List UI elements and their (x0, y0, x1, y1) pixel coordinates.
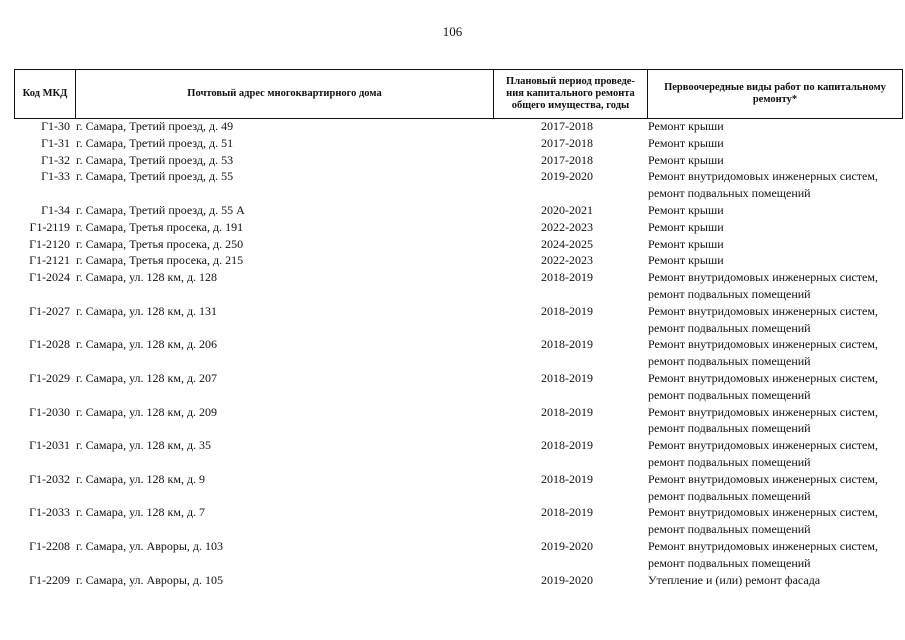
row-works-line: ремонт подвальных помещений (648, 488, 811, 503)
row-works-line: Ремонт крыши (648, 253, 724, 268)
row-code: Г1-2030 (29, 404, 70, 419)
row-works-line: Ремонт внутридомовых инженерных систем, (648, 270, 878, 285)
header-period-line: ния капитального ремонта (506, 88, 635, 99)
table-header (14, 69, 903, 119)
row-code: Г1-2209 (29, 572, 70, 587)
table-row (14, 236, 903, 253)
row-period: 2019-2020 (541, 572, 593, 587)
row-period: 2017-2018 (541, 135, 593, 150)
row-works-line: Ремонт внутридомовых инженерных систем, (648, 337, 878, 352)
row-works-line: ремонт подвальных помещений (648, 387, 811, 402)
row-code: Г1-33 (41, 169, 70, 184)
row-works (648, 303, 903, 337)
header-period-line: Плановый период проведе- (506, 76, 635, 87)
row-address: г. Самара, Третья просека, д. 215 (76, 253, 244, 268)
table-row (14, 202, 903, 219)
row-works (648, 219, 903, 236)
row-works-line: ремонт подвальных помещений (648, 522, 811, 537)
row-address: г. Самара, ул. 128 км, д. 7 (76, 505, 206, 520)
table-row (14, 370, 903, 404)
table-row (14, 168, 903, 202)
row-works-line: Ремонт внутридомовых инженерных систем, (648, 538, 878, 553)
row-period: 2017-2018 (541, 119, 593, 133)
table-row (14, 336, 903, 370)
table-row (14, 572, 903, 589)
row-address: г. Самара, ул. 128 км, д. 131 (76, 303, 218, 318)
row-works-line: Ремонт крыши (648, 152, 724, 167)
row-works (648, 437, 903, 471)
header-period-line: общего имущества, годы (511, 100, 630, 111)
table-row (14, 219, 903, 236)
table-row (14, 269, 903, 303)
row-works-line: Утепление и (или) ремонт фасада (648, 572, 821, 587)
row-works-line: ремонт подвальных помещений (648, 354, 811, 369)
row-works-line: ремонт подвальных помещений (648, 454, 811, 469)
table-row (14, 135, 903, 152)
row-works (648, 370, 903, 404)
row-period: 2018-2019 (541, 270, 593, 285)
table-row (14, 471, 903, 505)
row-code: Г1-2032 (29, 471, 70, 486)
row-code: Г1-2033 (29, 505, 70, 520)
row-works-line: Ремонт внутридомовых инженерных систем, (648, 505, 878, 520)
table-row (14, 437, 903, 471)
row-works (648, 135, 903, 152)
row-code: Г1-2029 (29, 370, 70, 385)
row-works-line: ремонт подвальных помещений (648, 186, 811, 201)
row-address: г. Самара, ул. Авроры, д. 103 (76, 538, 224, 553)
row-address: г. Самара, ул. Авроры, д. 105 (76, 572, 224, 587)
row-works-line: Ремонт внутридомовых инженерных систем, (648, 370, 878, 385)
row-address: г. Самара, ул. 128 км, д. 209 (76, 404, 218, 419)
row-works (648, 572, 903, 589)
table-row (14, 303, 903, 337)
row-address: г. Самара, Третий проезд, д. 51 (76, 135, 234, 150)
row-works (648, 471, 903, 505)
table-row (14, 118, 903, 135)
row-period: 2018-2019 (541, 505, 593, 520)
table-row (14, 404, 903, 438)
table-row (14, 504, 903, 538)
row-works-line: ремонт подвальных помещений (648, 286, 811, 301)
row-code: Г1-2027 (29, 303, 70, 318)
row-works (648, 118, 903, 135)
row-works-line: Ремонт внутридомовых инженерных систем, (648, 438, 878, 453)
row-code: Г1-32 (41, 152, 70, 167)
row-period: 2018-2019 (541, 438, 593, 453)
row-works (648, 168, 903, 202)
row-works-line: ремонт подвальных помещений (648, 555, 811, 570)
row-works (648, 269, 903, 303)
row-works (648, 336, 903, 370)
header-works (648, 70, 903, 118)
row-works-line: ремонт подвальных помещений (648, 421, 811, 436)
row-works (648, 538, 903, 572)
row-code: Г1-2120 (29, 236, 70, 251)
page-number: 106 (442, 24, 463, 39)
row-code: Г1-31 (41, 135, 70, 150)
row-works-line: ремонт подвальных помещений (648, 320, 811, 335)
row-code: Г1-2121 (29, 253, 70, 268)
row-works (648, 404, 903, 438)
header-code: Код МКД (14, 70, 76, 118)
table-row (14, 538, 903, 572)
row-code: Г1-34 (41, 202, 70, 217)
header-address: Почтовый адрес многоквартирного дома (76, 70, 494, 118)
row-address: г. Самара, Третий проезд, д. 53 (76, 152, 234, 167)
row-period: 2018-2019 (541, 303, 593, 318)
row-address: г. Самара, ул. 128 км, д. 207 (76, 370, 218, 385)
header-works-line: Первоочередные виды работ по капитальному (664, 82, 886, 93)
row-code: Г1-2024 (29, 270, 70, 285)
row-period: 2018-2019 (541, 471, 593, 486)
row-period: 2022-2023 (541, 219, 593, 234)
row-address: г. Самара, ул. 128 км, д. 35 (76, 438, 212, 453)
row-works-line: Ремонт крыши (648, 202, 724, 217)
row-works-line: Ремонт внутридомовых инженерных систем, (648, 169, 878, 184)
row-address: г. Самара, ул. 128 км, д. 128 (76, 270, 218, 285)
row-works-line: Ремонт крыши (648, 219, 724, 234)
row-works-line: Ремонт внутридомовых инженерных систем, (648, 404, 878, 419)
row-address: г. Самара, ул. 128 км, д. 206 (76, 337, 218, 352)
row-address: г. Самара, Третий проезд, д. 55 (76, 169, 234, 184)
row-code: Г1-2028 (29, 337, 70, 352)
row-works-line: Ремонт крыши (648, 135, 724, 150)
row-works (648, 236, 903, 253)
row-period: 2017-2018 (541, 152, 593, 167)
row-works (648, 202, 903, 219)
row-code: Г1-2208 (29, 538, 70, 553)
row-address: г. Самара, Третий проезд, д. 49 (76, 119, 234, 133)
row-code: Г1-2031 (29, 438, 70, 453)
table-body (14, 118, 903, 588)
table-row (14, 152, 903, 169)
row-period: 2020-2021 (541, 202, 593, 217)
row-works (648, 252, 903, 269)
row-works-line: Ремонт внутридомовых инженерных систем, (648, 471, 878, 486)
row-works-line: Ремонт крыши (648, 119, 724, 133)
row-code: Г1-30 (41, 119, 70, 133)
row-period: 2022-2023 (541, 253, 593, 268)
row-works-line: Ремонт внутридомовых инженерных систем, (648, 303, 878, 318)
row-period: 2019-2020 (541, 538, 593, 553)
row-works-line: Ремонт крыши (648, 236, 724, 251)
table-row (14, 252, 903, 269)
header-works-line: ремонту* (752, 94, 798, 105)
row-works (648, 504, 903, 538)
row-address: г. Самара, Третий проезд, д. 55 А (76, 202, 245, 217)
row-works (648, 152, 903, 169)
header-period (494, 70, 648, 118)
row-period: 2024-2025 (541, 236, 593, 251)
row-address: г. Самара, Третья просека, д. 191 (76, 219, 244, 234)
row-period: 2018-2019 (541, 404, 593, 419)
row-period: 2018-2019 (541, 370, 593, 385)
row-period: 2019-2020 (541, 169, 593, 184)
row-address: г. Самара, Третья просека, д. 250 (76, 236, 244, 251)
row-code: Г1-2119 (29, 219, 70, 234)
row-address: г. Самара, ул. 128 км, д. 9 (76, 471, 206, 486)
row-period: 2018-2019 (541, 337, 593, 352)
